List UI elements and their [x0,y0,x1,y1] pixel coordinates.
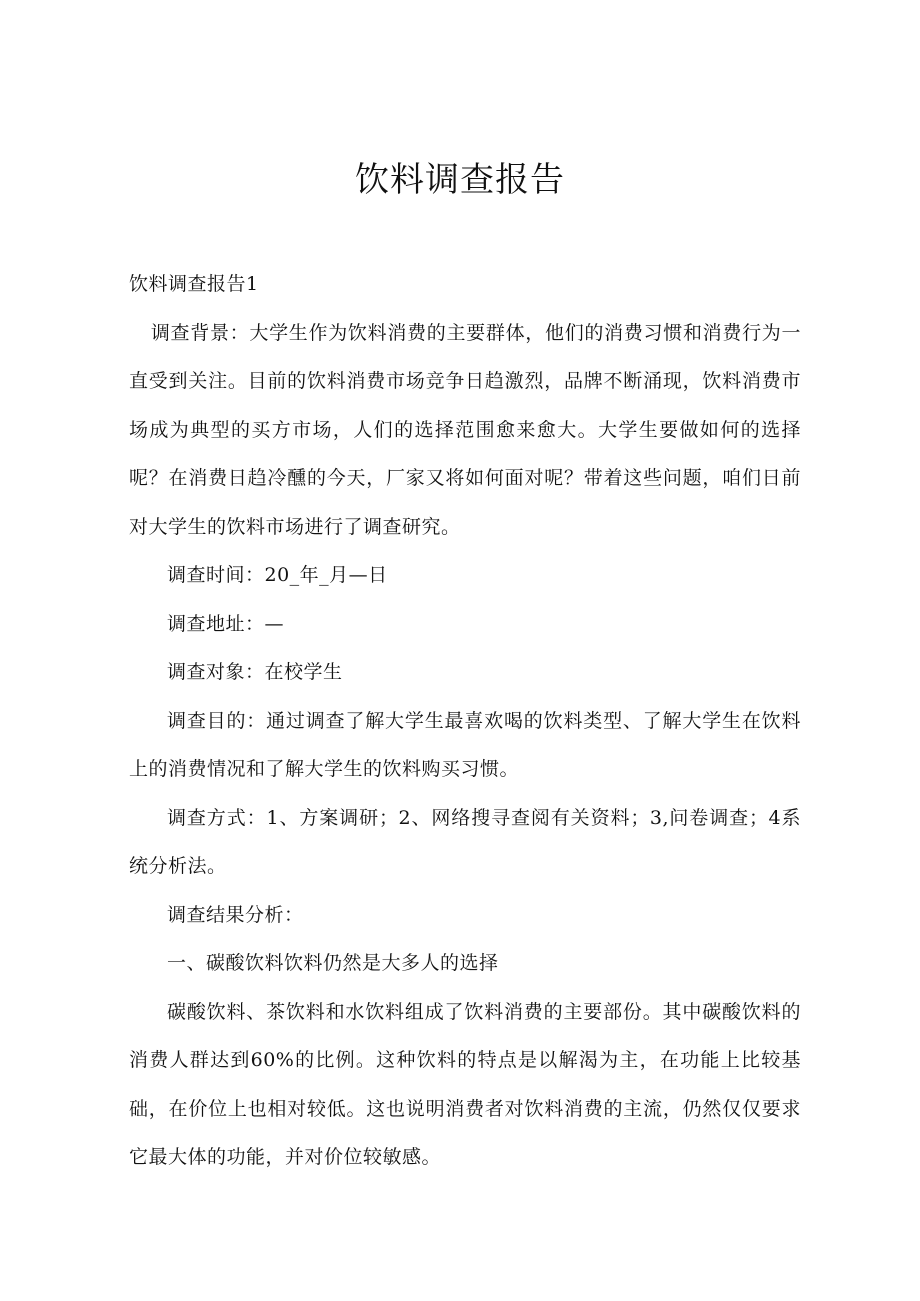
analysis-subheading-1: 一、碳酸饮料饮料仍然是大多人的选择 [167,952,499,974]
paragraph-purpose: 调查目的：通过调查了解大学生最喜欢喝的饮料类型、了解大学生在饮料上的消费情况和了解大学生的饮料购买习惯。 [129,709,801,780]
paragraph-time: 调查时间：20_年_月—日 [167,564,388,586]
paragraph-method: 调查方式：1、方案调研；2、网络搜寻查阅有关资料；3,问卷调查；4系统分析法。 [129,806,801,877]
paragraph-background: 调查背景：大学生作为饮料消费的主要群体，他们的消费习惯和消费行为一直受到关注。目前的饮料消费市场竞争日趋激烈，品牌不断涌现，饮料消费市场成为典型的买方市场，人们的选择范围愈来愈大。大学生要做如何的选择呢？在消费日趋冷醺的今天，厂家又将如何面对呢？带着这些问题，咱们日前对大学生的饮料市场进行了调查研究。 [129,321,801,538]
paragraph-analysis-1: 碳酸饮料、茶饮料和水饮料组成了饮料消费的主要部份。其中碳酸饮料的消费人群达到60%的比例。这种饮料的特点是以解渴为主，在功能上比较基础，在价位上也相对较低。这也说明消费者对饮料消费的主流，仍然仅仅要求它最大体的功能，并对价位较敏感。 [129,1000,801,1168]
paragraph-object: 调查对象：在校学生 [167,661,343,683]
analysis-heading: 调查结果分析： [167,903,304,926]
document-title: 饮料调查报告 [355,160,565,200]
document-body [129,260,801,1182]
section-heading: 饮料调查报告1 [129,273,259,295]
paragraph-address: 调查地址：— [167,612,285,635]
